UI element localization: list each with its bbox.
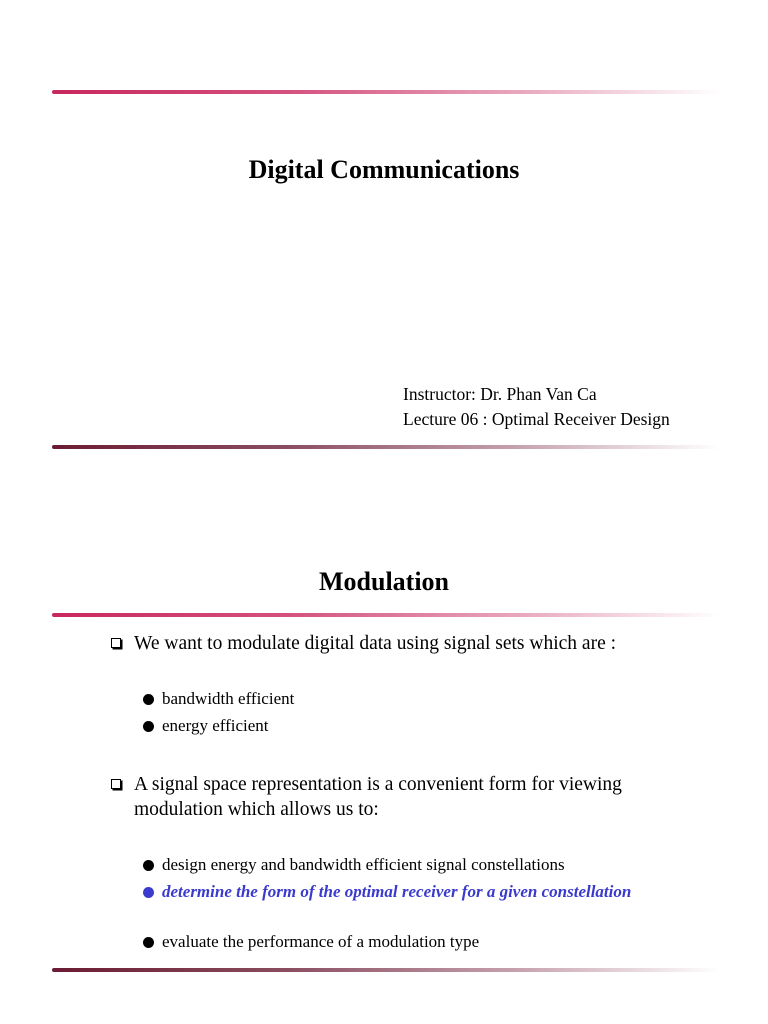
top-divider xyxy=(52,90,720,94)
top-divider xyxy=(52,613,720,617)
sub-bullet xyxy=(143,688,703,710)
bullet-dot-icon xyxy=(143,937,154,948)
bottom-divider xyxy=(52,968,720,972)
sub-bullet-text: evaluate the performance of a modulation type xyxy=(162,932,480,951)
main-point-text: A signal space representation is a convenient form for viewing modulation which allows us to: xyxy=(134,774,622,820)
checkbox-bullet-icon xyxy=(111,638,121,648)
sub-bullet-text: design energy and bandwidth efficient signal constellations xyxy=(162,855,565,874)
sub-bullet-text: energy efficient xyxy=(162,716,269,735)
sub-bullet xyxy=(143,715,703,737)
bullet-dot-icon xyxy=(143,860,154,871)
sub-bullet-text: bandwidth efficient xyxy=(162,689,295,708)
main-point xyxy=(111,772,711,822)
slide-title: Modulation xyxy=(318,567,450,596)
bullet-dot-icon xyxy=(143,694,154,705)
bullet-dot-icon xyxy=(143,721,154,732)
sub-bullet-text: determine the form of the optimal receiver for a given constellation xyxy=(162,882,632,901)
modulation-slide xyxy=(0,512,768,1024)
bullet-dot-icon xyxy=(143,887,154,898)
main-point xyxy=(111,631,711,656)
lecture-line: Lecture 06 : Optimal Receiver Design xyxy=(403,409,670,429)
bottom-divider xyxy=(52,445,720,449)
main-point-text: We want to modulate digital data using signal sets which are : xyxy=(134,633,617,654)
sub-bullet-emphasized xyxy=(143,881,703,903)
slide-title: Digital Communications xyxy=(248,155,520,184)
instructor-line: Instructor: Dr. Phan Van Ca xyxy=(403,384,597,404)
byline xyxy=(403,382,670,432)
sub-bullet xyxy=(143,854,703,876)
sub-bullet xyxy=(143,931,703,953)
checkbox-bullet-icon xyxy=(111,779,121,789)
